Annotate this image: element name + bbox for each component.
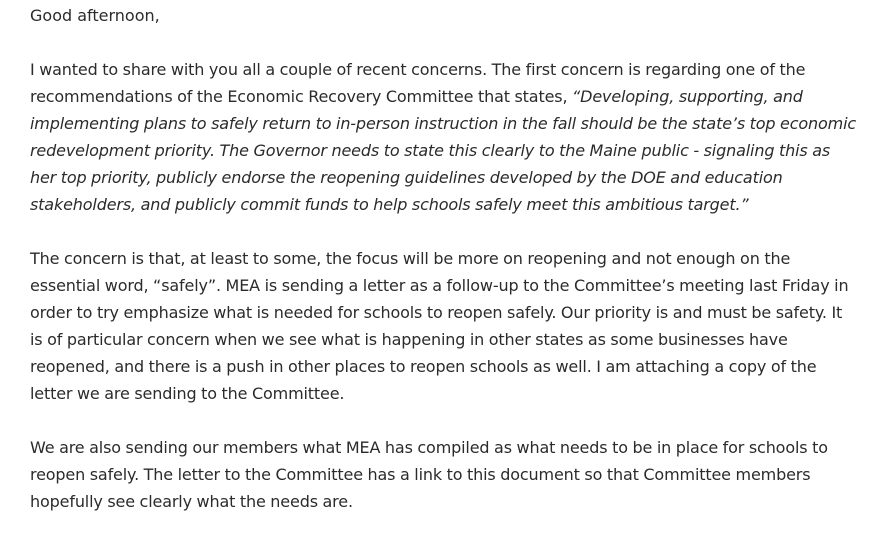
paragraph-members-guidance: We are also sending our members what MEA has compiled as what needs to be in place for schools to reopen safely. The letter to the Committee has a link to this document so that Committee members hopefully see clearly what the needs are. bbox=[30, 438, 828, 511]
paragraph-concern-recommendation bbox=[30, 56, 858, 218]
paragraph-concern-safety: The concern is that, at least to some, the focus will be more on reopening and not enough on the essential word, “safely”. MEA is sending a letter as a follow-up to the Committee’s meeting last Friday in order to try emphasize what is needed for schools to reopen safely. Our priority is and must be safety. It is of particular concern when we see what is happening in other states as some businesses have reopened, and there is a push in other places to reopen schools as well. I am attaching a copy of the letter we are sending to the Committee. bbox=[30, 249, 849, 403]
paragraph-intro-text: I wanted to share with you all a couple of recent concerns. The first concern is regarding one of the recommendations of the Economic Recovery Committee that states, bbox=[30, 60, 806, 106]
committee-quote: “Developing, supporting, and implementing plans to safely return to in-person instruction in the fall should be the state’s top economic redevelopment priority. The Governor needs to state this clearly to the Maine public - signaling this as her top priority, publicly endorse the reopening guidelines developed by the DOE and education stakeholders, and publicly commit funds to help schools safely meet this ambitious target.” bbox=[30, 87, 857, 214]
greeting: Good afternoon, bbox=[30, 6, 160, 25]
